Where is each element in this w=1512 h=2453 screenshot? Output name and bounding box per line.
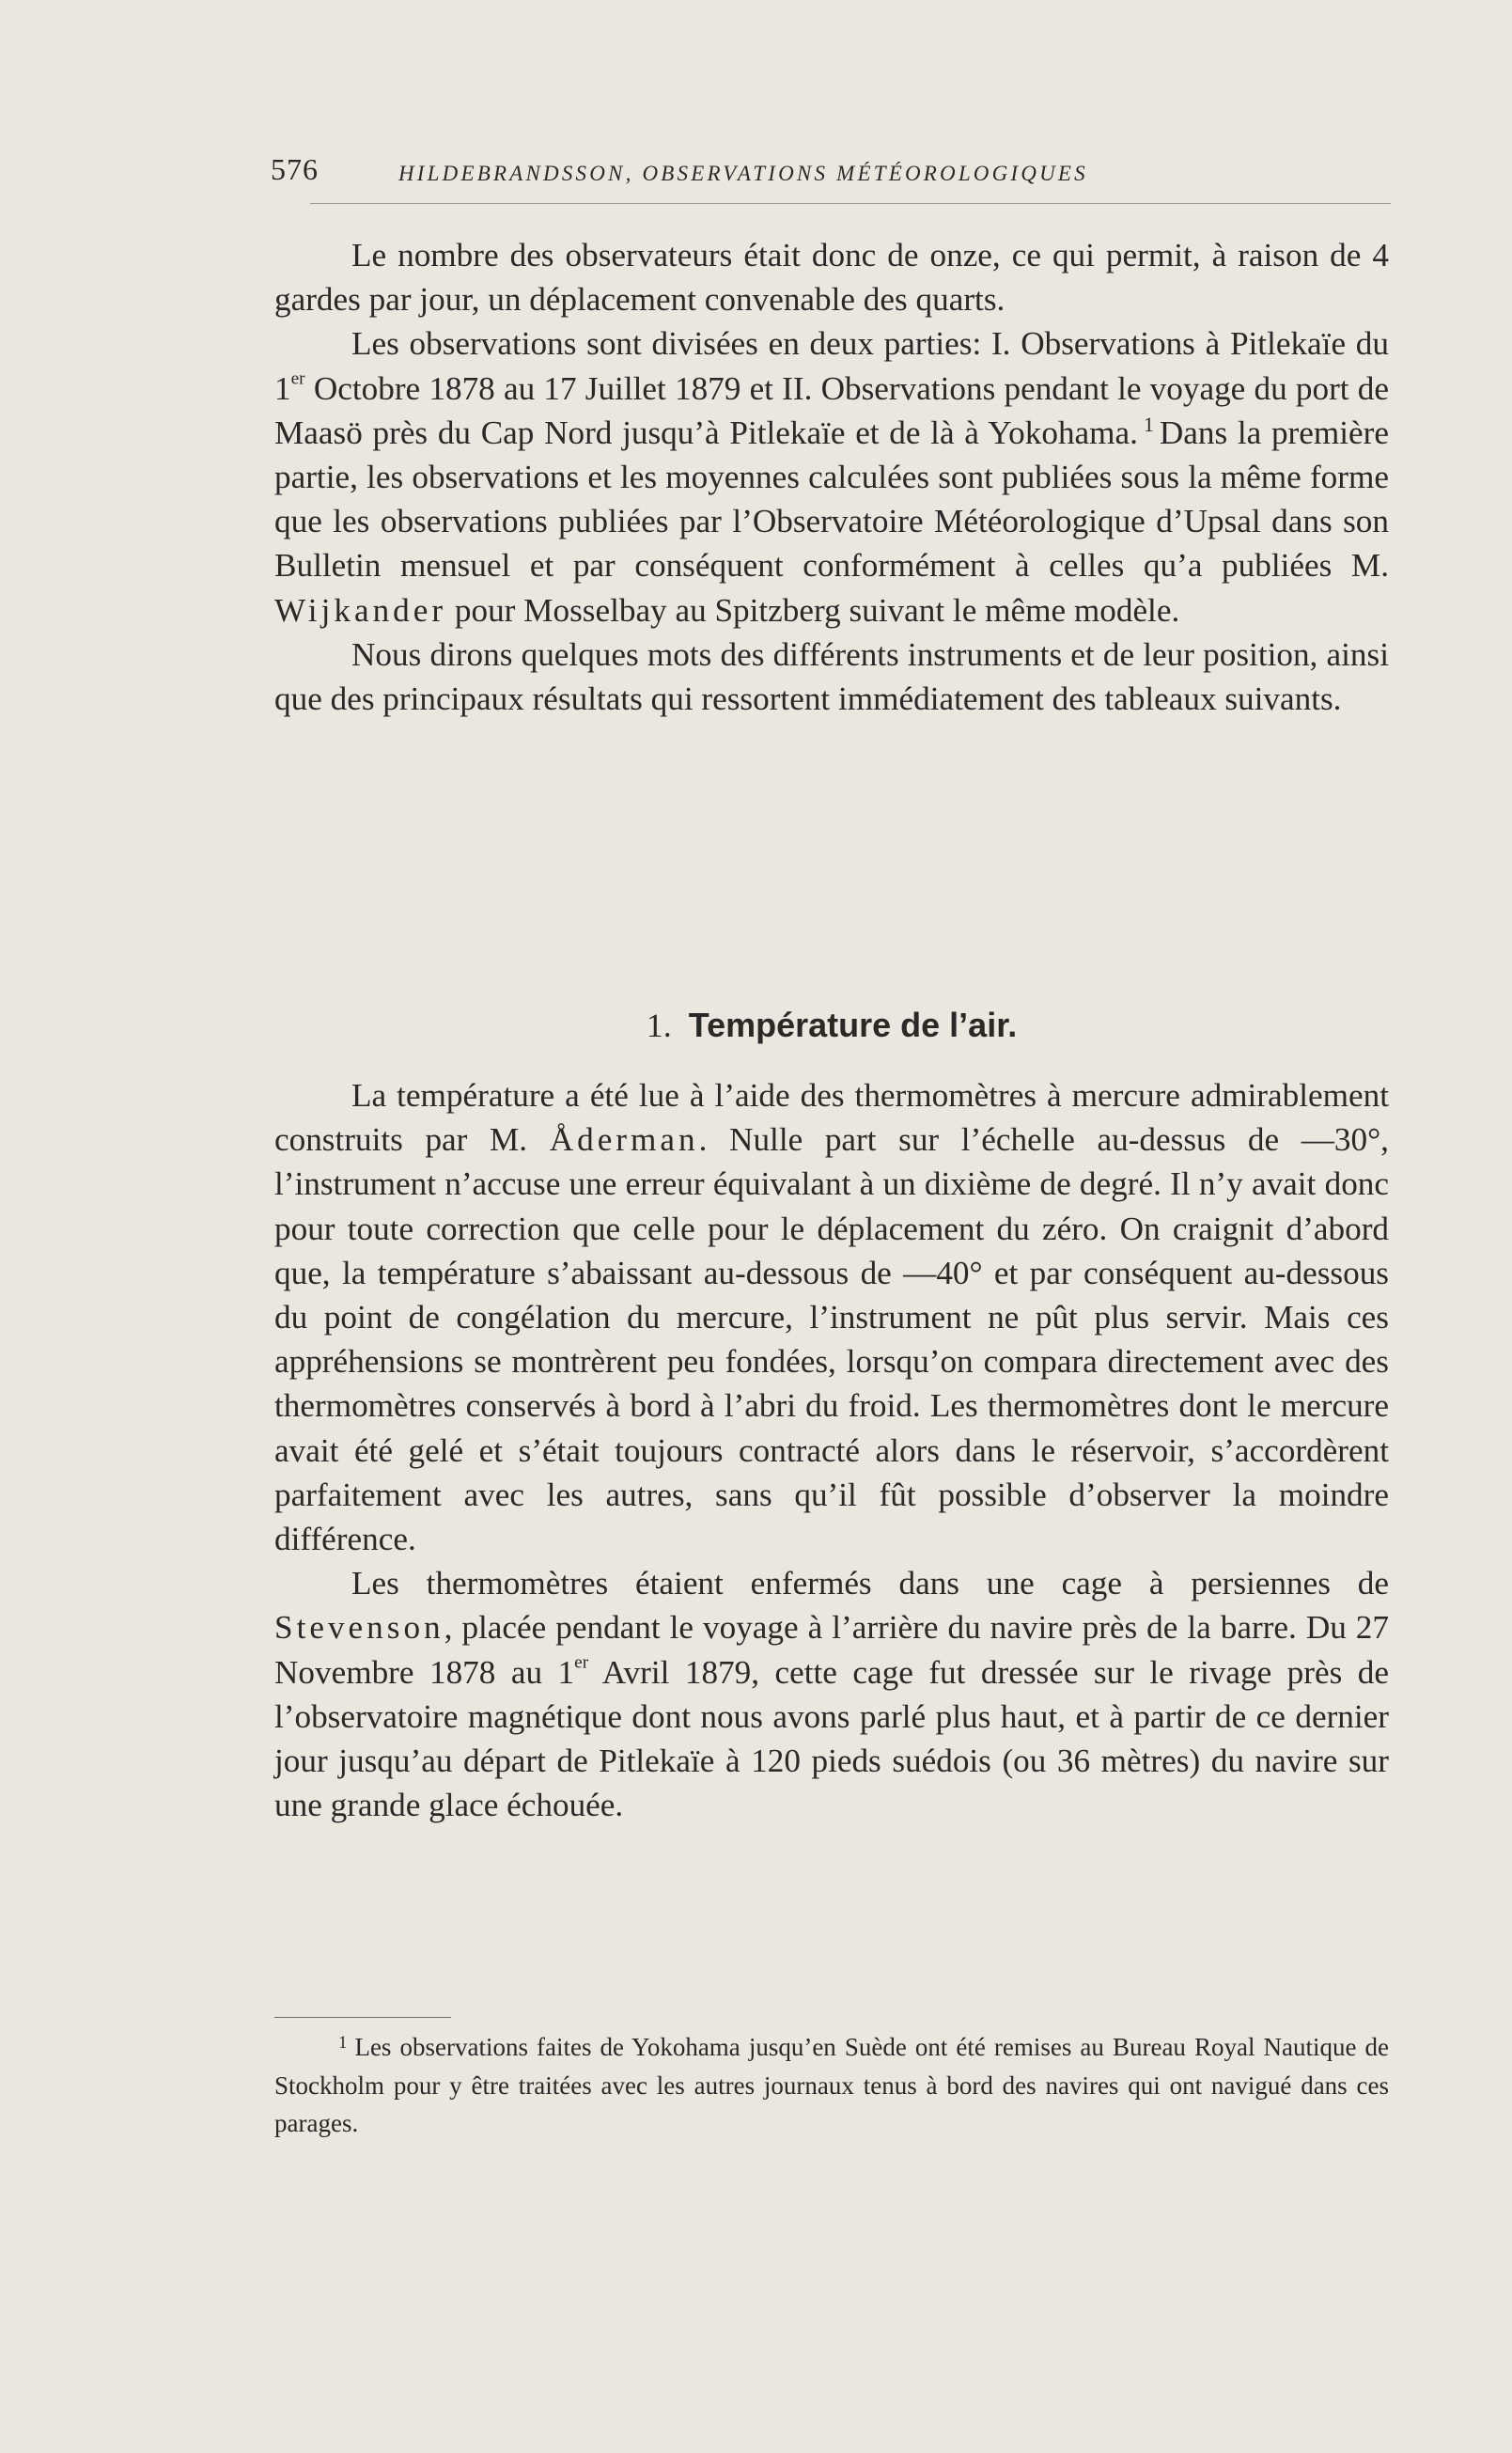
section-title: Température de l’air. — [688, 1006, 1018, 1044]
name-wijkander: Wijkander — [274, 591, 447, 629]
footnote-reference[interactable]: 1 — [1143, 413, 1154, 436]
section-number: 1. — [646, 1007, 672, 1044]
page-number: 576 — [271, 152, 319, 186]
paragraph-cage: Les thermomètres étaient enfermés dans une cage à persiennes de Stevenson, placée pendant le voyage à l’arrière du navire près de la barre. Du 27 Novembre 1878 au 1er Avril 1879, cette cage fut dressée sur le rivage près de l’observatoire magnétique dont nous avons parlé plus haut, et à partir de ce dernier jour jusqu’au départ de Pitlekaïe à 120 pieds suédois (ou 36 mètres) du navire sur une grande glace échouée. — [274, 1565, 1389, 1824]
footnote-mark: 1 — [338, 2033, 348, 2054]
paragraph-observation-parts: Les observations sont divisées en deux parties: I. Observations à Pitlekaïe du 1er Octobre 1878 au 17 Juillet 1879 et II. Observations pendant le voyage du port de Maasö près du Cap Nord jusqu’à Pitlekaïe et de là à Yokohama. $^1$ Dans la première partie, les observations et les moyennes calculées sont publiées sous la même forme que les observations publiées par l’Observatoire Météorologique d’Upsal dans son Bulletin mensuel et par conséquent conformément à celles qu’a publiées M. Wijkander pour Mosselbay au Spitzberg suivant le même modèle. — [274, 325, 1389, 629]
header-rule — [310, 203, 1391, 204]
section-heading — [274, 1006, 1389, 1045]
footnote — [274, 2028, 1389, 2143]
running-title: HILDEBRANDSSON, OBSERVATIONS MÉTÉOROLOGIQUES — [398, 162, 1088, 185]
superscript-er: er — [574, 1652, 589, 1673]
running-head — [271, 152, 1391, 190]
superscript-er: er — [290, 368, 305, 389]
temperature-text-block — [274, 1073, 1389, 1827]
name-aderman: Åderman — [549, 1121, 699, 1159]
footnote-text: Les observations faites de Yokohama jusqu’en Suède ont été remises au Bureau Royal Nautique de Stockholm pour y être traitées avec les autres journaux tenus à bord des navires qui ont navigué dans ces parages. — [274, 2033, 1389, 2137]
paragraph-instruments: Nous dirons quelques mots des différents instruments et de leur position, ainsi que des principaux résultats qui ressortent immédiatement des tableaux suivants. — [274, 635, 1389, 718]
paragraph-observers: Le nombre des observateurs était donc de onze, ce qui permit, à raison de 4 gardes par jour, un déplacement convenable des quarts. — [274, 237, 1389, 319]
intro-text-block — [274, 233, 1389, 721]
footnote-rule — [274, 2017, 451, 2018]
name-stevenson: Stevenson — [274, 1609, 444, 1647]
paragraph-thermometers: La température a été lue à l’aide des thermomètres à mercure admirablement construits par M. Åderman. Nulle part sur l’échelle au-dessus de —30°, l’instrument n’accuse une erreur équivalant à un dixième de degré. Il n’y avait donc pour toute correction que celle pour le déplacement du zéro. On craignit d’abord que, la température s’abaissant au-dessous de —40° et par conséquent au-dessous du point de congélation du mercure, l’instrument ne pût plus servir. Mais ces appréhensions se montrèrent peu fondées, lorsqu’on compara directement avec des thermomètres conservés à bord à l’abri du froid. Les thermomètres dont le mercure avait été gelé et s’était toujours contracté alors dans le réservoir, s’accordèrent parfaitement avec les autres, sans qu’il fût possible d’observer la moindre différence. — [274, 1077, 1389, 1558]
